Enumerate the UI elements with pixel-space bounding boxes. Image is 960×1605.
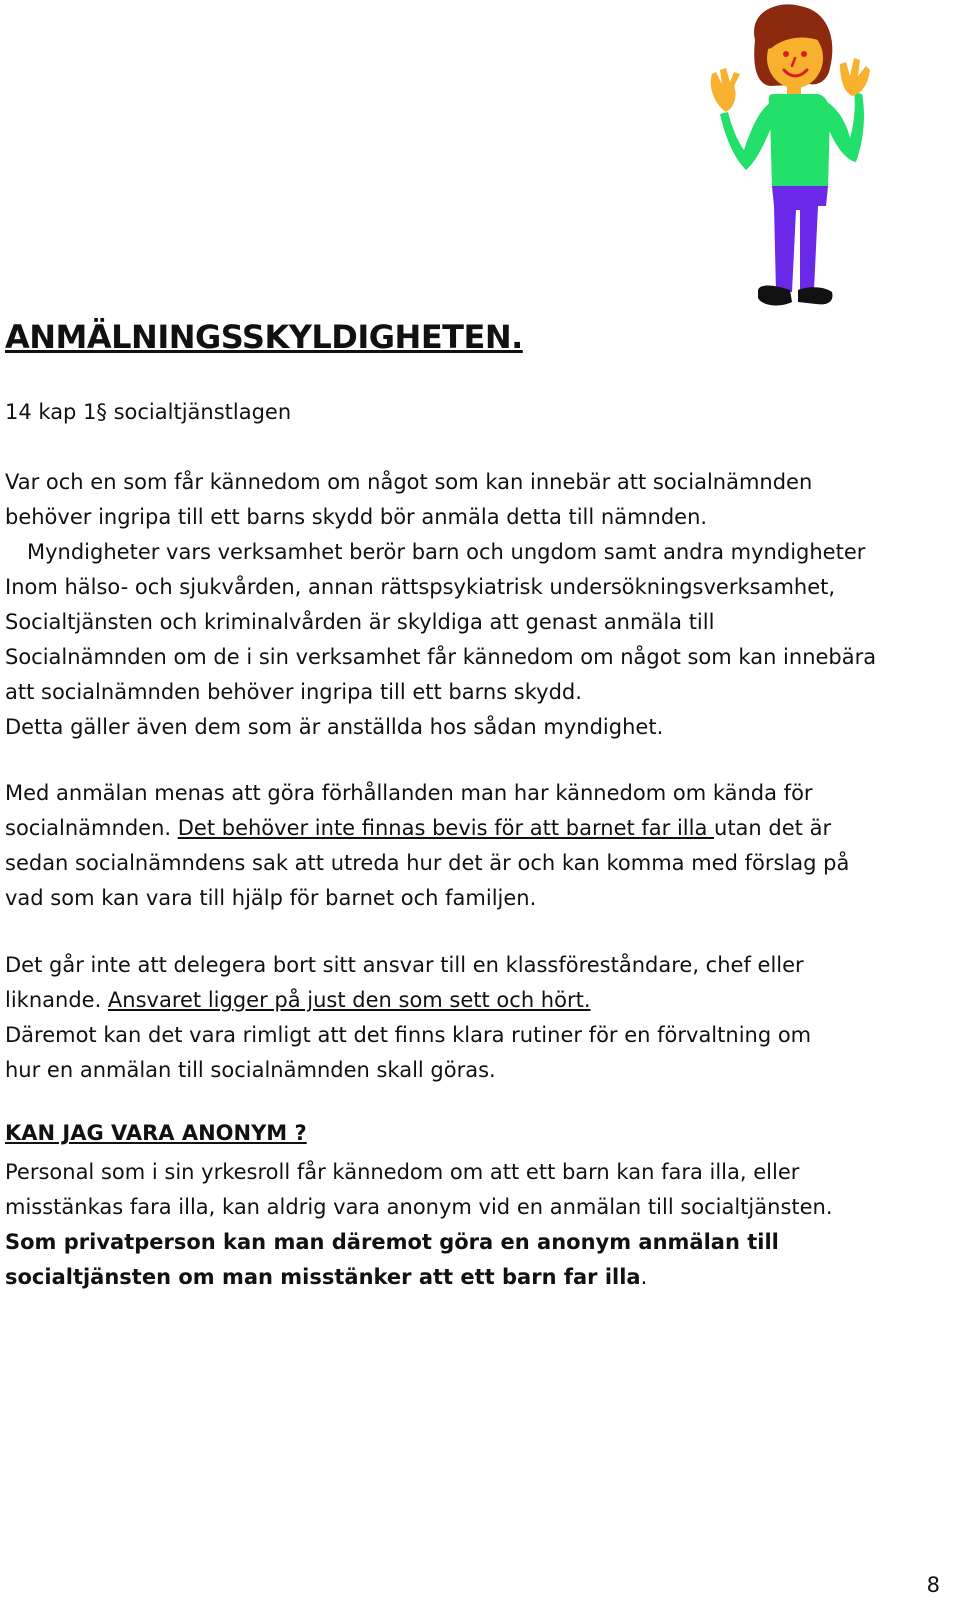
- paragraph-line: Myndigheter vars verksamhet berör barn och ungdom samt andra myndigheter: [27, 540, 866, 564]
- paragraph-text: .: [640, 1265, 648, 1289]
- paragraph-text: socialnämnden.: [5, 816, 178, 840]
- paragraph-line: sedan socialnämndens sak att utreda hur det är och kan komma med förslag på: [5, 851, 850, 875]
- paragraph-meaning: [5, 776, 945, 916]
- underlined-emphasis: Ansvaret ligger på just den som sett och hört.: [107, 988, 591, 1012]
- paragraph-responsibility: [5, 948, 945, 1088]
- page-title: ANMÄLNINGSSKYLDIGHETEN.: [5, 318, 523, 356]
- paragraph-line: behöver ingripa till ett barns skydd bör anmäla detta till nämnden.: [5, 505, 708, 529]
- paragraph-text: liknande.: [5, 988, 108, 1012]
- paragraph-line: [5, 811, 945, 846]
- paragraph-line: att socialnämnden behöver ingripa till ett barns skydd.: [5, 680, 582, 704]
- paragraph-line: Det går inte att delegera bort sitt ansvar till en klassföreståndare, chef eller: [5, 953, 804, 977]
- paragraph-line: Personal som i sin yrkesroll får kännedom om att ett barn kan fara illa, eller: [5, 1160, 800, 1184]
- paragraph-line-bold: Som privatperson kan man däremot göra en anonym anmälan till: [5, 1230, 779, 1254]
- law-reference: [5, 395, 945, 430]
- paragraph-line: [5, 1260, 945, 1295]
- paragraph-line: vad som kan vara till hjälp för barnet och familjen.: [5, 886, 537, 910]
- paragraph-obligation: [5, 465, 945, 745]
- cartoon-person-waving-icon: [700, 0, 880, 320]
- paragraph-line: Inom hälso- och sjukvården, annan rättspsykiatrisk undersökningsverksamhet,: [5, 575, 836, 599]
- paragraph-line: Med anmälan menas att göra förhållanden man har kännedom om kända för: [5, 781, 813, 805]
- paragraph-text: utan det är: [714, 816, 832, 840]
- paragraph-line: misstänkas fara illa, kan aldrig vara anonym vid en anmälan till socialtjänsten.: [5, 1195, 833, 1219]
- paragraph-line: Socialtjänsten och kriminalvården är skyldiga att genast anmäla till: [5, 610, 715, 634]
- paragraph-line: [5, 983, 945, 1018]
- paragraph-text-bold: socialtjänsten om man misstänker att ett barn far illa: [5, 1265, 641, 1289]
- paragraph-anonymity: [5, 1155, 945, 1295]
- paragraph-line: Var och en som får kännedom om något som kan innebär att socialnämnden: [5, 470, 813, 494]
- underlined-emphasis: Det behöver inte finnas bevis för att barnet far illa: [177, 816, 715, 840]
- paragraph-line: Socialnämnden om de i sin verksamhet får kännedom om något som kan innebära: [5, 645, 877, 669]
- paragraph-line: hur en anmälan till socialnämnden skall göras.: [5, 1058, 496, 1082]
- paragraph-line: Däremot kan det vara rimligt att det finns klara rutiner för en förvaltning om: [5, 1023, 812, 1047]
- law-reference-text: 14 kap 1§ socialtjänstlagen: [5, 400, 292, 424]
- page-number: 8: [926, 1573, 940, 1597]
- section-heading-anonymous: KAN JAG VARA ANONYM ?: [5, 1121, 307, 1145]
- paragraph-line: Detta gäller även dem som är anställda hos sådan myndighet.: [5, 715, 664, 739]
